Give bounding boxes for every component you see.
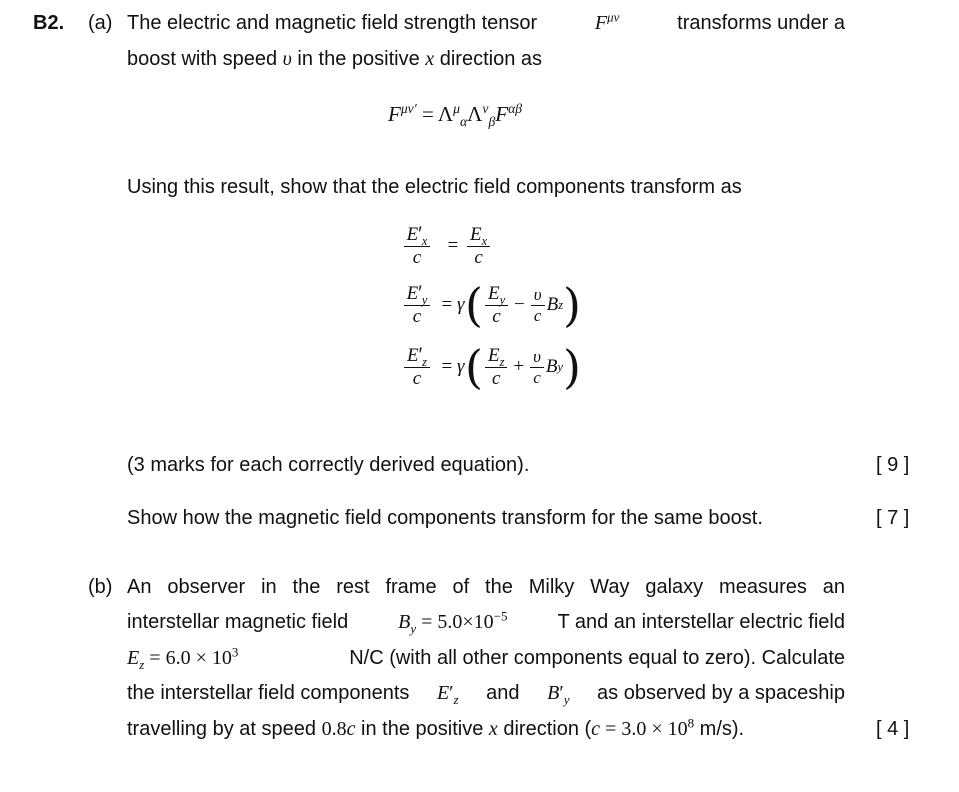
line4-c: as observed by a spaceship bbox=[597, 682, 845, 704]
intro-line2-c: direction as bbox=[439, 48, 543, 70]
speed-expression: 0.8c bbox=[321, 718, 356, 740]
part-b-line2 bbox=[127, 608, 845, 636]
marks-4: [ 4 ] bbox=[876, 718, 910, 740]
intro-line2-b: in the positive bbox=[297, 48, 420, 70]
part-a-label: (a) bbox=[88, 12, 113, 34]
marks-7: [ 7 ] bbox=[876, 507, 910, 529]
speed-value: 0.8 bbox=[321, 718, 347, 740]
ez-value-expression: $E_z = 6.0 \times 10^3$ bbox=[127, 644, 239, 672]
line5-c: direction ( bbox=[503, 718, 592, 740]
symbol-x-b: x bbox=[488, 718, 498, 740]
by-value-expression: $B_y = 5.0\times 10^{-5}$ bbox=[398, 608, 508, 636]
question-number: B2. bbox=[33, 12, 65, 34]
equation-ex: $\frac{E'_x}{c}$ = $\frac{E_x}{c}$ bbox=[393, 218, 581, 274]
tensor-symbol: $F^{\mu\nu}$ bbox=[594, 9, 620, 34]
part-a-intro-line1 bbox=[127, 9, 845, 35]
ez-value: 6.0 bbox=[165, 647, 191, 669]
line4-a: the interstellar field components bbox=[127, 682, 410, 704]
symbol-v: υ bbox=[282, 48, 292, 70]
c-exp: 8 bbox=[687, 715, 695, 731]
show-magnetic-text: Show how the magnetic field components transform for the same boost. bbox=[127, 507, 763, 529]
c-value-expression: $c = 3.0 \times 10^8$ bbox=[591, 715, 695, 740]
part-b-line5 bbox=[127, 715, 745, 741]
tensor-transform-equation: $F^{\mu\nu'} = \Lambda^\mu_\alpha\Lambda^\nu_\beta F^{\alpha\beta}$ bbox=[388, 101, 523, 130]
line5-d: m/s). bbox=[699, 718, 745, 740]
by-prime-symbol: $B'_y$ bbox=[547, 682, 570, 707]
line3-b: N/C (with all other components equal to zero). Calculate bbox=[349, 647, 845, 669]
intro-line1-text: The electric and magnetic field strength tensor bbox=[127, 12, 538, 34]
c-value: 3.0 bbox=[621, 718, 647, 740]
ez-prime-symbol: $E'_z$ bbox=[436, 682, 459, 707]
equation-ey: $\frac{E'_y}{c}$ = γ ( $\frac{E_y}{c}$ − $\frac{\upsilon}{c}$ B z ) bbox=[393, 274, 581, 336]
line5-a: travelling by at speed bbox=[127, 718, 317, 740]
using-result-text: Using this result, show that the electric field components transform as bbox=[127, 176, 742, 198]
symbol-x: x bbox=[425, 48, 435, 70]
part-b-label: (b) bbox=[88, 576, 113, 598]
part-b-line3 bbox=[127, 644, 845, 672]
marks-9: [ 9 ] bbox=[876, 454, 910, 476]
part-b-line4 bbox=[127, 682, 845, 705]
ez-exp: 3 bbox=[231, 644, 239, 660]
part-b-line1: An observer in the rest frame of the Milky Way galaxy measures an bbox=[127, 576, 845, 598]
intro-line2-a: boost with speed bbox=[127, 48, 278, 70]
part-a-intro-line2 bbox=[127, 48, 542, 71]
by-value: 5.0 bbox=[437, 611, 463, 633]
intro-line1-end: transforms under a bbox=[677, 12, 845, 34]
line4-b: and bbox=[486, 682, 520, 704]
line2-a: interstellar magnetic field bbox=[127, 611, 349, 633]
marks-note: (3 marks for each correctly derived equation). bbox=[127, 454, 530, 476]
line2-b: T and an interstellar electric field bbox=[557, 611, 845, 633]
by-exp: −5 bbox=[493, 608, 508, 624]
equation-ez: $\frac{E'_z}{c}$ = γ ( $\frac{E_z}{c}$ + $\frac{\upsilon}{c}$ B y ) bbox=[393, 336, 581, 398]
line5-b: in the positive bbox=[361, 718, 484, 740]
electric-field-equations bbox=[393, 218, 581, 398]
